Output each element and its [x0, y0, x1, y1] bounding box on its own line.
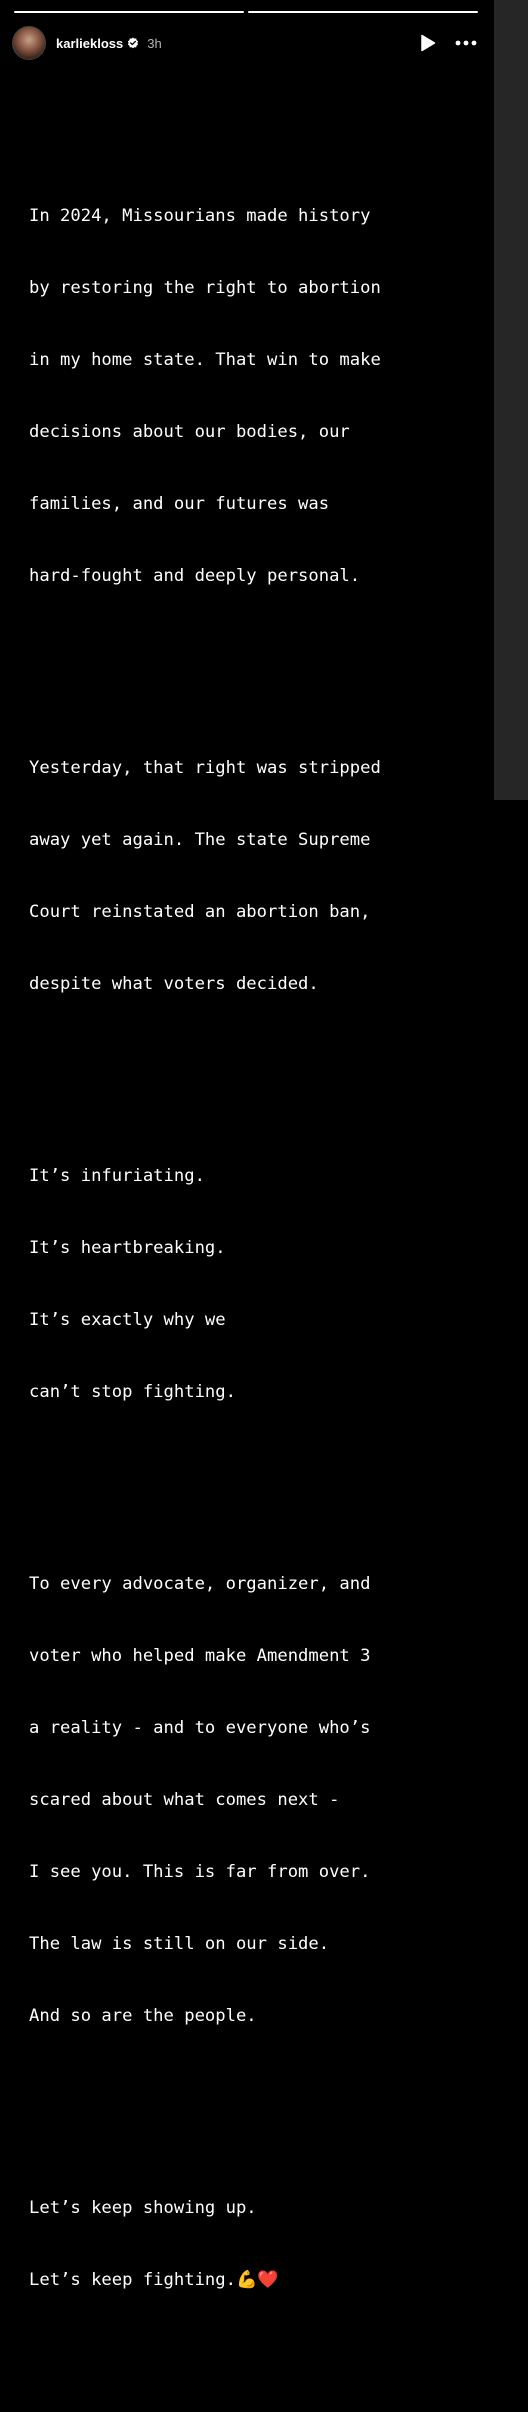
text-line: hard-fought and deeply personal. — [29, 566, 361, 586]
story-header — [12, 26, 478, 60]
flexed-biceps-heart-emoji: 💪❤️ — [235, 2270, 279, 2290]
text-line: And so are the people. — [29, 2006, 257, 2026]
paragraph-2 — [29, 708, 489, 1044]
progress-fill-1 — [14, 11, 244, 13]
paragraph-3 — [29, 1116, 489, 1452]
username[interactable]: karliekloss — [56, 35, 124, 51]
text-line: can’t stop fighting. — [29, 1382, 236, 1402]
text-line: by restoring the right to abortion — [29, 278, 381, 298]
avatar[interactable] — [12, 26, 46, 60]
text-line: despite what voters decided. — [29, 974, 319, 994]
progress-segment-2 — [248, 11, 478, 13]
text-line: It’s infuriating. — [29, 1166, 205, 1186]
text-line: a reality - and to everyone who’s — [29, 1718, 371, 1738]
text-line: Let’s keep fighting. — [29, 2270, 236, 2290]
text-line: The law is still on our side. — [29, 1934, 330, 1954]
text-line: away yet again. The state Supreme — [29, 830, 371, 850]
text-line: voter who helped make Amendment 3 — [29, 1646, 371, 1666]
paragraph-5 — [29, 2148, 489, 2340]
post-time: 3h — [147, 35, 162, 51]
text-line: in my home state. That win to make — [29, 350, 381, 370]
story-text — [29, 108, 489, 2412]
story-progress — [14, 11, 478, 13]
text-line: Yesterday, that right was stripped — [29, 758, 381, 778]
paragraph-1 — [29, 156, 489, 636]
side-panel-edge — [494, 0, 528, 800]
progress-segment-1 — [14, 11, 244, 13]
text-line: It’s exactly why we — [29, 1310, 226, 1330]
text-line: I see you. This is far from over. — [29, 1862, 371, 1882]
text-line: In 2024, Missourians made history — [29, 206, 371, 226]
text-line: To every advocate, organizer, and — [29, 1574, 371, 1594]
text-line: Court reinstated an abortion ban, — [29, 902, 371, 922]
paragraph-4 — [29, 1524, 489, 2076]
more-horizontal-icon[interactable] — [454, 31, 478, 55]
play-icon[interactable] — [416, 31, 440, 55]
verified-badge-icon — [127, 37, 139, 49]
text-line: decisions about our bodies, our — [29, 422, 350, 442]
text-line: Let’s keep showing up. — [29, 2198, 257, 2218]
text-line: families, and our futures was — [29, 494, 330, 514]
progress-fill-2 — [248, 11, 478, 13]
text-line-with-emoji — [29, 2268, 489, 2292]
text-line: It’s heartbreaking. — [29, 1238, 226, 1258]
text-line: scared about what comes next - — [29, 1790, 340, 1810]
